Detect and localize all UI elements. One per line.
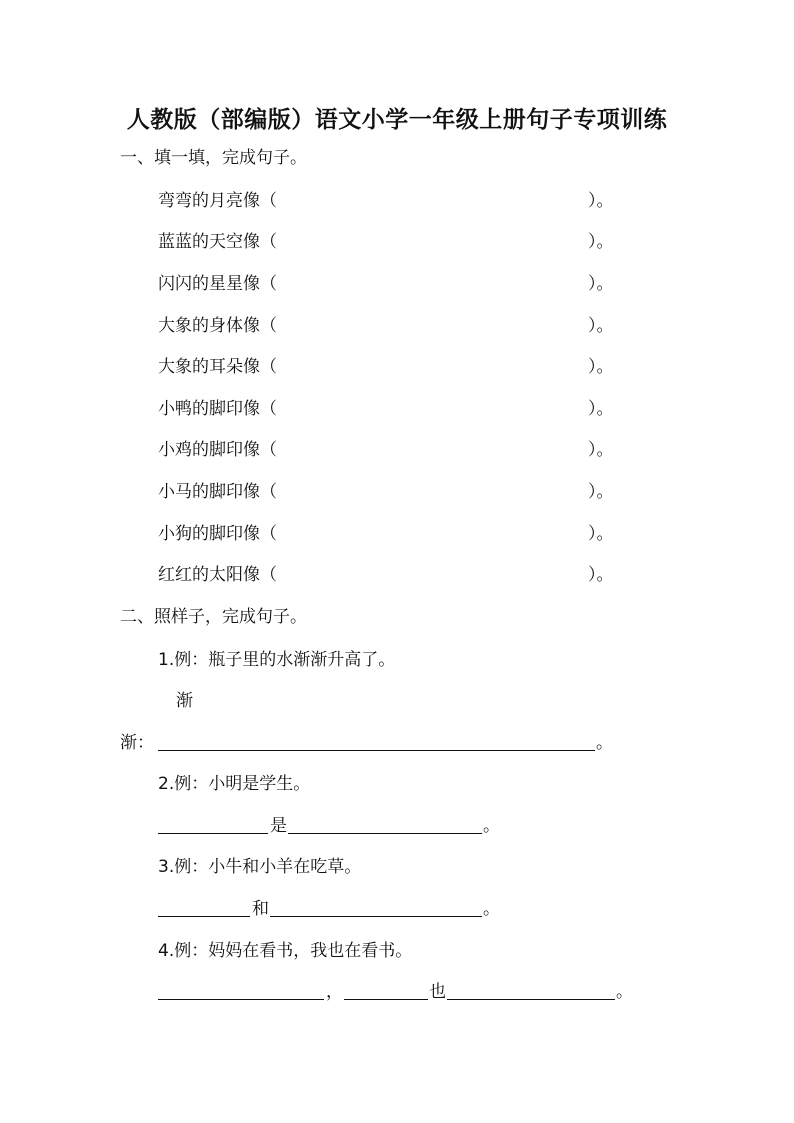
section-1-heading: 一、填一填，完成句子。	[120, 148, 307, 168]
answer-blank[interactable]	[447, 999, 615, 1000]
close-paren: ）。	[588, 357, 614, 377]
item-prompt: 小狗的脚印像（	[158, 524, 277, 544]
answer-blank[interactable]	[158, 916, 250, 917]
item-prompt: 大象的身体像（	[158, 316, 277, 336]
answer-blank[interactable]	[344, 999, 428, 1000]
example-2: 2.例：小明是学生。	[158, 774, 311, 794]
close-paren: ）。	[588, 316, 614, 336]
close-paren: ）。	[588, 191, 614, 211]
section-2-heading: 二、照样子，完成句子。	[120, 607, 307, 627]
item-prompt: 红红的太阳像（	[158, 565, 277, 585]
example-4: 4.例：妈妈在看书，我也在看书。	[158, 941, 413, 961]
answer-blank[interactable]	[270, 916, 482, 917]
connector-word: 也	[429, 982, 446, 1002]
page-title: 人教版（部编版）语文小学一年级上册句子专项训练	[126, 106, 668, 133]
close-paren: ）。	[588, 565, 614, 585]
close-paren: ）。	[588, 274, 614, 294]
close-paren: ）。	[588, 232, 614, 252]
item-prompt: 弯弯的月亮像（	[158, 191, 277, 211]
item-prompt: 小马的脚印像（	[158, 482, 277, 502]
item-prompt: 小鸭的脚印像（	[158, 399, 277, 419]
period: 。	[483, 816, 500, 836]
example-1: 1.例：瓶子里的水渐渐升高了。	[158, 650, 396, 670]
connector-word: 和	[252, 899, 269, 919]
example-1-prefix: 渐：	[120, 733, 154, 753]
close-paren: ）。	[588, 399, 614, 419]
close-paren: ）。	[588, 524, 614, 544]
item-prompt: 闪闪的星星像（	[158, 274, 277, 294]
comma: ，	[326, 982, 343, 1002]
example-3: 3.例：小牛和小羊在吃草。	[158, 857, 362, 877]
item-prompt: 大象的耳朵像（	[158, 357, 277, 377]
close-paren: ）。	[588, 440, 614, 460]
period: 。	[483, 899, 500, 919]
item-prompt: 蓝蓝的天空像（	[158, 232, 277, 252]
period: 。	[596, 733, 613, 753]
answer-blank[interactable]	[158, 999, 324, 1000]
answer-blank[interactable]	[288, 833, 482, 834]
example-1-word: 渐	[176, 691, 193, 711]
close-paren: ）。	[588, 482, 614, 502]
period: 。	[616, 982, 633, 1002]
answer-blank[interactable]	[158, 833, 268, 834]
item-prompt: 小鸡的脚印像（	[158, 440, 277, 460]
answer-blank[interactable]	[158, 750, 595, 751]
connector-word: 是	[270, 816, 287, 836]
